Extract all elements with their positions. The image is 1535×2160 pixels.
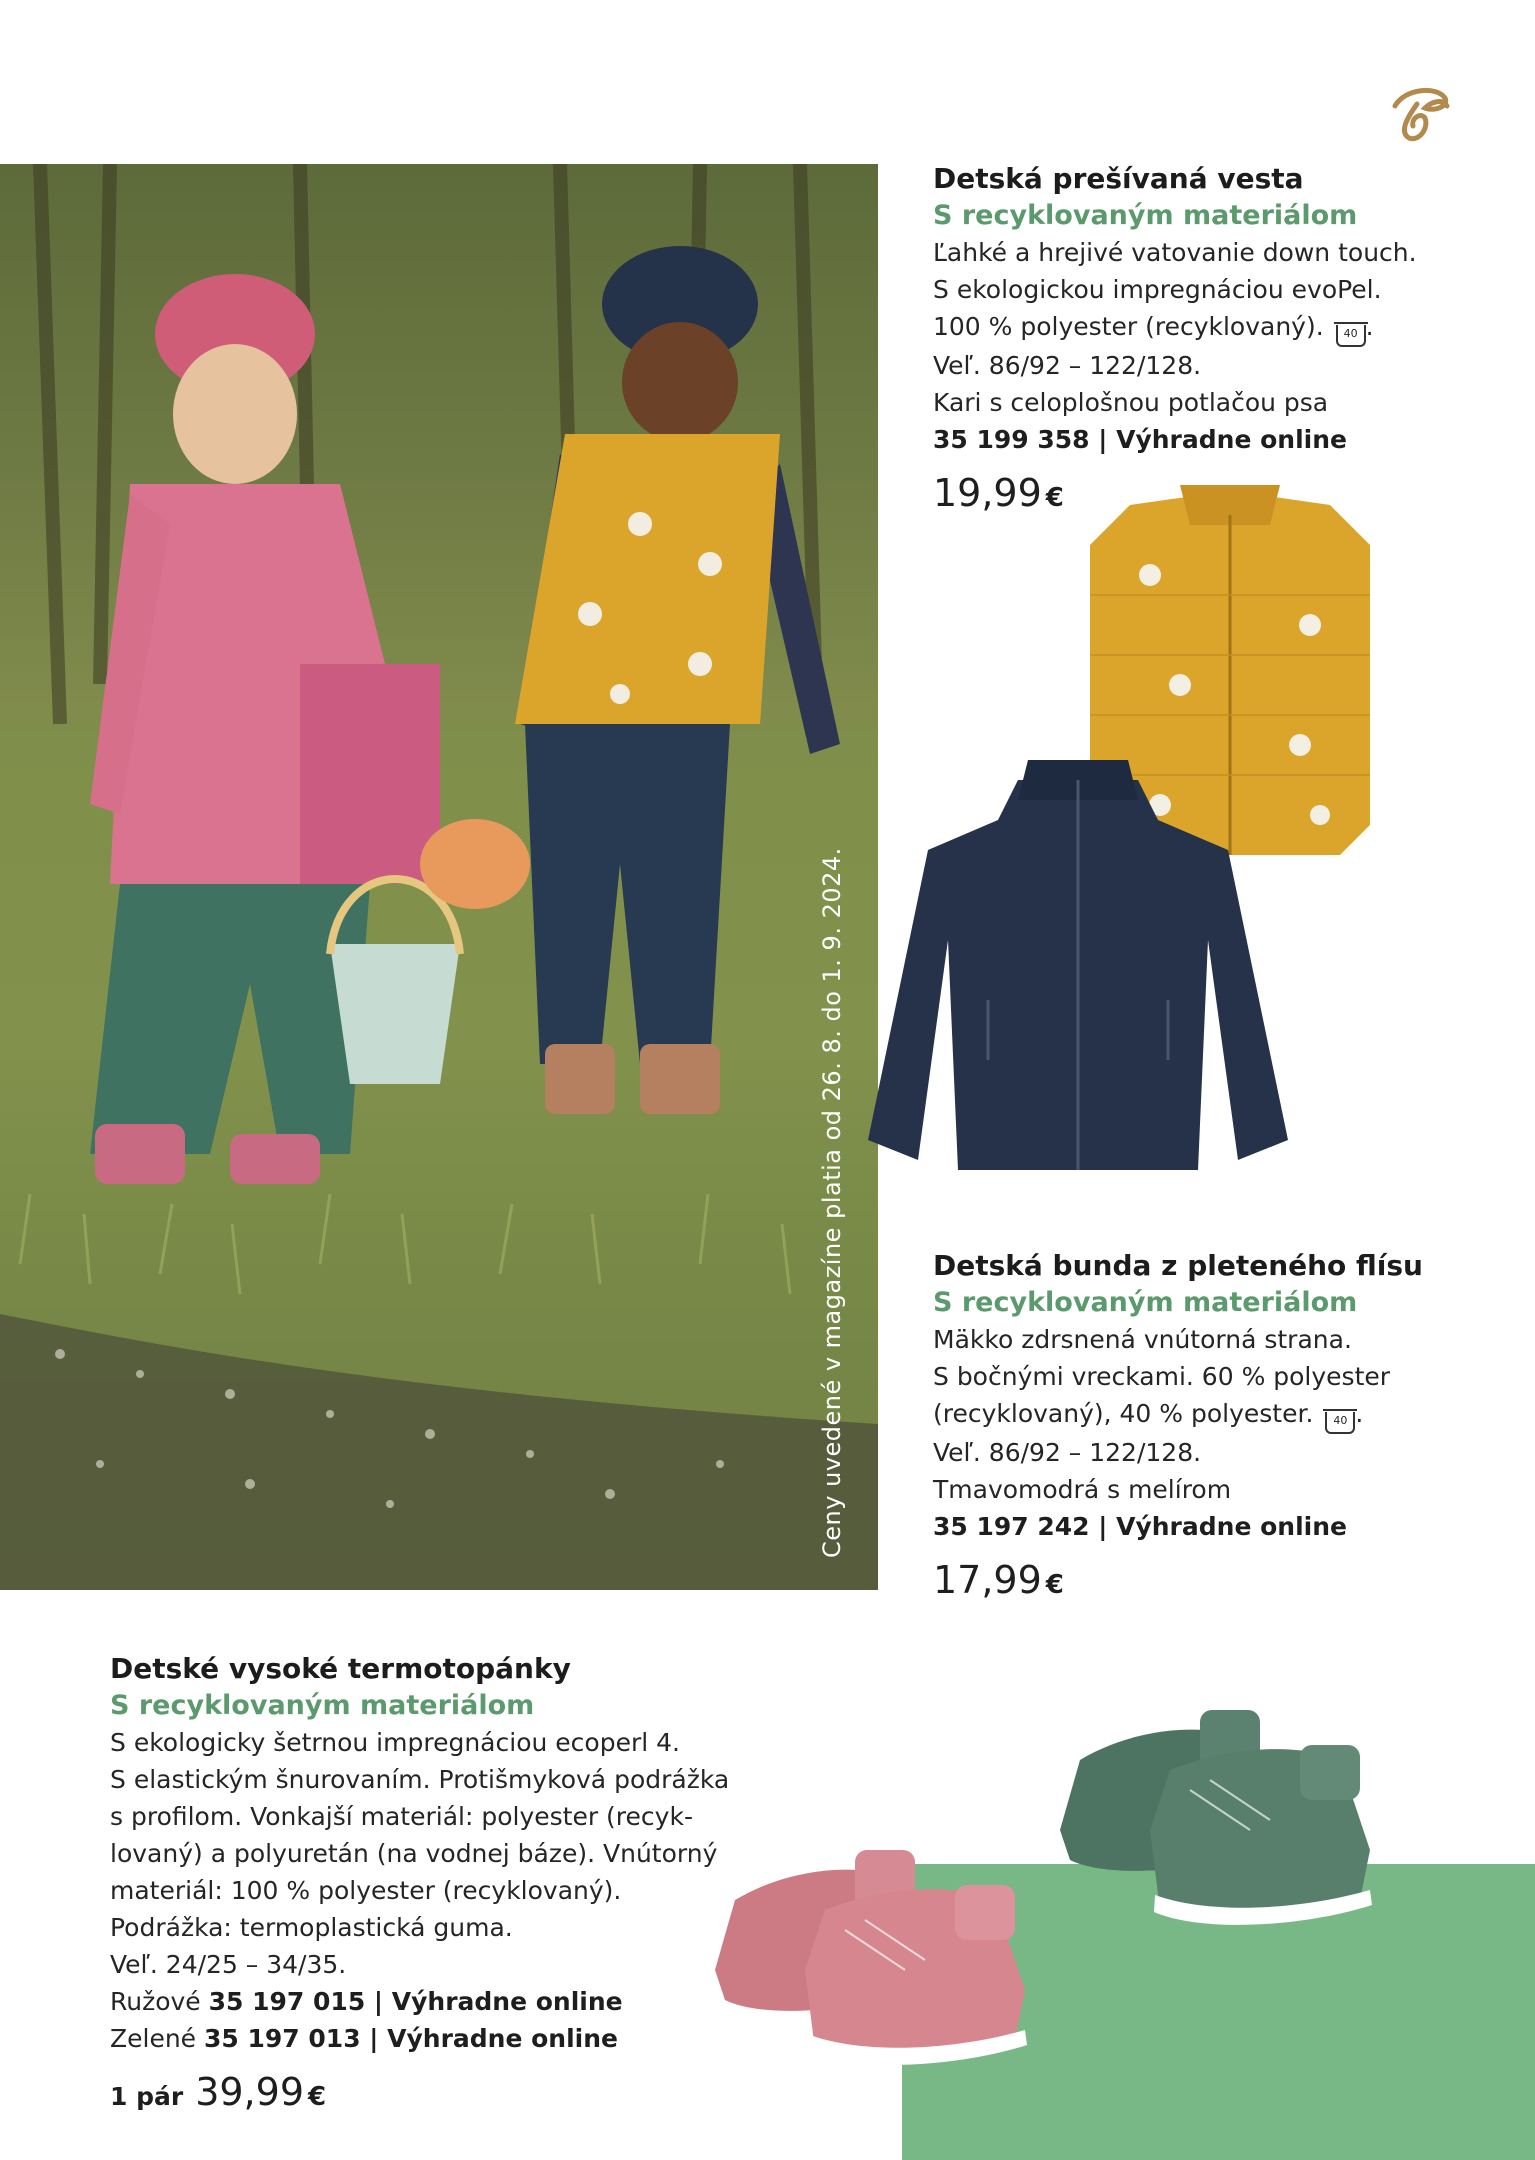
boots-line: Podrážka: termoplastická guma. — [110, 1913, 513, 1942]
boots-product-info — [110, 1650, 729, 2122]
vest-line: 100 % polyester (recyklovaný). 40 . — [933, 308, 1417, 347]
vest-price: 19,99 € — [933, 471, 1064, 515]
jacket-line: Veľ. 86/92 – 122/128. — [933, 1438, 1202, 1467]
green-boots-image — [1050, 1700, 1390, 1960]
vest-line: Ľahké a hrejivé vatovanie down touch. — [933, 238, 1417, 267]
boots-line: S ekologicky šetrnou impregnáciou ecoperl 4. — [110, 1728, 680, 1757]
wash-40-icon: 40 — [1325, 1412, 1355, 1434]
boots-line: materiál: 100 % polyester (recyklovaný). — [110, 1876, 622, 1905]
price-validity-note: Ceny uvedené v magazíne platia od 26. 8. do 1. 9. 2024. — [818, 847, 846, 1558]
jacket-subtitle: S recyklovaným materiálom — [933, 1287, 1358, 1318]
boots-variant-pink: Ružové 35 197 015 | Výhradne online — [110, 1987, 623, 2016]
jacket-code: 35 197 242 | Výhradne online — [933, 1512, 1347, 1541]
jacket-line: Tmavomodrá s melírom — [933, 1475, 1232, 1504]
boots-variant-green: Zelené 35 197 013 | Výhradne online — [110, 2024, 618, 2053]
vest-title: Detská prešívaná vesta — [933, 162, 1304, 195]
wash-40-icon: 40 — [1336, 325, 1366, 347]
jacket-line: S bočnými vreckami. 60 % polyester — [933, 1362, 1391, 1391]
boots-line: S elastickým šnurovaním. Protišmyková podrážka — [110, 1765, 730, 1794]
jacket-title: Detská bunda z pleteného flísu — [933, 1249, 1423, 1282]
jacket-product-image — [858, 760, 1298, 1180]
jacket-line: Mäkko zdrsnená vnútorná strana. — [933, 1325, 1352, 1354]
vest-product-info — [933, 160, 1417, 523]
tchibo-logo-icon — [1385, 78, 1455, 148]
boots-line: lovaný) a polyuretán (na vodnej báze). Vnútorný — [110, 1839, 718, 1868]
pink-boots-image — [705, 1830, 1045, 2090]
boots-title: Detské vysoké termotopánky — [110, 1652, 571, 1685]
jacket-price: 17,99 € — [933, 1558, 1064, 1602]
vest-code: 35 199 358 | Výhradne online — [933, 425, 1347, 454]
jacket-product-info — [933, 1247, 1423, 1610]
vest-line: S ekologickou impregnáciou evoPel. — [933, 275, 1382, 304]
jacket-line: (recyklovaný), 40 % polyester. 40 . — [933, 1395, 1423, 1434]
vest-subtitle: S recyklovaným materiálom — [933, 200, 1358, 231]
boots-price: 1 pár 39,99 € — [110, 2070, 327, 2114]
boots-line: s profilom. Vonkajší materiál: polyester (recyk- — [110, 1802, 693, 1831]
boots-line: Veľ. 24/25 – 34/35. — [110, 1950, 347, 1979]
vest-line: Veľ. 86/92 – 122/128. — [933, 351, 1202, 380]
boots-subtitle: S recyklovaným materiálom — [110, 1690, 535, 1721]
lifestyle-photo — [0, 164, 878, 1590]
vest-line: Kari s celoplošnou potlačou psa — [933, 388, 1329, 417]
